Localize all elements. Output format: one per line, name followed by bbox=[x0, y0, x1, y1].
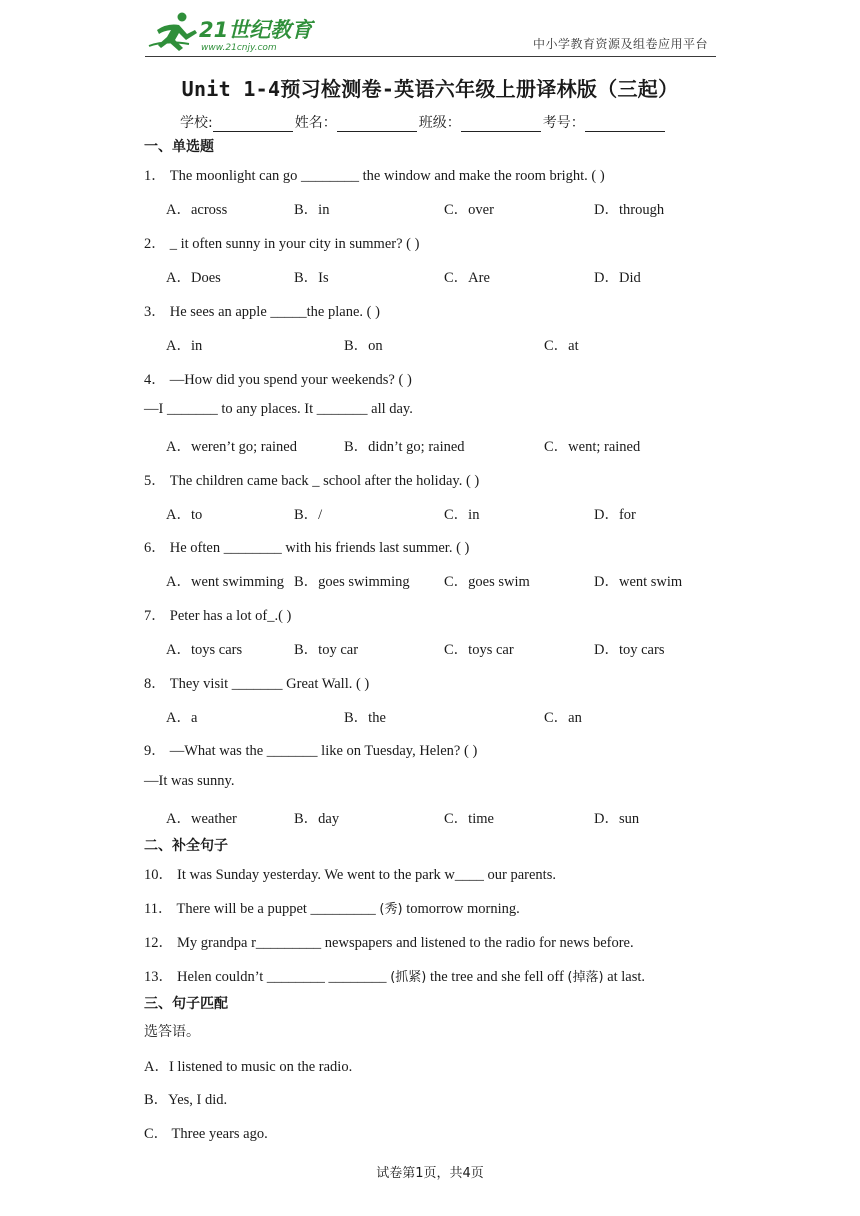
question-number: 5． bbox=[144, 473, 166, 489]
page-header bbox=[145, 8, 716, 57]
option-c: C．Are bbox=[444, 270, 490, 286]
option-b: B．/ bbox=[294, 507, 323, 523]
section-heading-3: 三、句子匹配 bbox=[144, 996, 228, 1012]
name-blank[interactable] bbox=[337, 117, 417, 132]
question-text-pre: There will be a puppet _________ bbox=[176, 901, 380, 917]
school-label: 学校: bbox=[180, 115, 213, 131]
question-6 bbox=[144, 536, 469, 557]
option-c: C．at bbox=[544, 338, 579, 354]
chinese-hint: (秀) bbox=[379, 902, 403, 917]
option-a: A．went swimming bbox=[166, 574, 285, 590]
name-label: 姓名： bbox=[294, 115, 337, 131]
question-text: —What was the _______ like on Tuesday, Helen? ( ) bbox=[169, 743, 478, 759]
section-heading-1: 一、单选题 bbox=[144, 139, 214, 155]
question-text: He sees an apple _____the plane. ( ) bbox=[169, 304, 380, 320]
option-c: C．over bbox=[444, 202, 494, 218]
option-a: A．weren’t go; rained bbox=[166, 439, 297, 455]
question-number: 10． bbox=[144, 867, 173, 883]
question-number: 9． bbox=[144, 743, 166, 759]
question-text: _ it often sunny in your city in summer? ( ) bbox=[169, 236, 420, 252]
question-12 bbox=[144, 931, 634, 952]
section-heading-2: 二、补全句子 bbox=[144, 838, 228, 854]
option-b: B．didn’t go; rained bbox=[344, 439, 465, 455]
option-b: B．toy car bbox=[294, 642, 359, 658]
question-number: 11． bbox=[144, 901, 173, 917]
question-text: They visit _______ Great Wall. ( ) bbox=[169, 676, 370, 692]
option-d: D．toy cars bbox=[594, 642, 665, 658]
question-9-line-2: —It was sunny. bbox=[144, 773, 235, 789]
question-text: He often ________ with his friends last summer. ( ) bbox=[169, 540, 470, 556]
question-text: The children came back _ school after the holiday. ( ) bbox=[169, 473, 480, 489]
question-text: My grandpa r_________ newspapers and listened to the radio for news before. bbox=[177, 935, 634, 951]
question-1 bbox=[144, 164, 605, 185]
instruction-text: 选答语。 bbox=[144, 1024, 200, 1040]
question-2 bbox=[144, 232, 419, 253]
platform-name: 中小学教育资源及组卷应用平台 bbox=[532, 37, 708, 51]
question-text-post: tomorrow morning. bbox=[402, 901, 520, 917]
question-4 bbox=[144, 368, 412, 389]
option-a: A．in bbox=[166, 338, 203, 354]
question-number: 1． bbox=[144, 168, 166, 184]
option-c: C．toys car bbox=[444, 642, 514, 658]
exam-no-label: 考号： bbox=[542, 115, 585, 131]
class-blank[interactable] bbox=[461, 117, 541, 132]
question-number: 4． bbox=[144, 372, 166, 388]
question-10 bbox=[144, 863, 556, 884]
answer-choice-b: B．Yes, I did. bbox=[144, 1092, 228, 1108]
option-c: C．time bbox=[444, 811, 494, 827]
student-info-line bbox=[180, 112, 667, 132]
page-footer: 试卷第1页，共4页 bbox=[376, 1166, 484, 1181]
question-number: 7． bbox=[144, 608, 166, 624]
question-7 bbox=[144, 604, 291, 625]
option-c: C．went; rained bbox=[544, 439, 641, 455]
option-a: A．Does bbox=[166, 270, 221, 286]
answer-choice-a: A．I listened to music on the radio. bbox=[144, 1059, 353, 1075]
answer-choice-c: C． Three years ago. bbox=[144, 1126, 268, 1142]
option-d: D．through bbox=[594, 202, 665, 218]
class-label: 班级： bbox=[418, 115, 461, 131]
question-11 bbox=[144, 897, 520, 918]
question-number: 6． bbox=[144, 540, 166, 556]
question-9 bbox=[144, 739, 477, 760]
school-blank[interactable] bbox=[213, 117, 293, 132]
question-number: 2． bbox=[144, 236, 166, 252]
question-13 bbox=[144, 965, 645, 986]
question-4-line-2: —I _______ to any places. It _______ all day. bbox=[144, 401, 413, 417]
question-text-post: at last. bbox=[603, 969, 646, 985]
question-8 bbox=[144, 672, 369, 693]
option-b: B．the bbox=[344, 710, 386, 726]
exam-no-blank[interactable] bbox=[585, 117, 665, 132]
question-number: 8． bbox=[144, 676, 166, 692]
option-a: A．to bbox=[166, 507, 203, 523]
question-text: —How did you spend your weekends? ( ) bbox=[169, 372, 412, 388]
option-b: B．on bbox=[344, 338, 383, 354]
option-c: C．in bbox=[444, 507, 480, 523]
question-number: 12． bbox=[144, 935, 173, 951]
option-b: B．goes swimming bbox=[294, 574, 410, 590]
option-a: A．across bbox=[166, 202, 228, 218]
question-text: It was Sunday yesterday. We went to the park w____ our parents. bbox=[177, 867, 556, 883]
option-b: B．day bbox=[294, 811, 340, 827]
option-b: B．Is bbox=[294, 270, 329, 286]
option-a: A．a bbox=[166, 710, 198, 726]
logo-url-text: www.21cnjy.com bbox=[201, 43, 277, 53]
question-number: 3． bbox=[144, 304, 166, 320]
exam-title: Unit 1-4预习检测卷-英语六年级上册译林版（三起） bbox=[181, 77, 679, 101]
option-d: D．went swim bbox=[594, 574, 683, 590]
question-3 bbox=[144, 300, 380, 321]
logo-main-text: 21世纪教育 bbox=[199, 18, 313, 42]
chinese-hint: (掉落) bbox=[567, 970, 604, 985]
option-a: A．weather bbox=[166, 811, 237, 827]
question-text-mid: the tree and she fell off bbox=[426, 969, 568, 985]
chinese-hint: (抓紧) bbox=[390, 970, 427, 985]
question-text: The moonlight can go ________ the window and make the room bright. ( ) bbox=[169, 168, 605, 184]
option-a: A．toys cars bbox=[166, 642, 243, 658]
option-d: D．sun bbox=[594, 811, 640, 827]
option-c: C．goes swim bbox=[444, 574, 530, 590]
21cnjy-logo bbox=[145, 10, 315, 54]
option-b: B．in bbox=[294, 202, 330, 218]
question-number: 13． bbox=[144, 969, 173, 985]
option-d: D．for bbox=[594, 507, 636, 523]
option-d: D．Did bbox=[594, 270, 641, 286]
option-c: C．an bbox=[544, 710, 582, 726]
question-text: Peter has a lot of_.( ) bbox=[169, 608, 292, 624]
question-text-pre: Helen couldn’t ________ ________ bbox=[177, 969, 391, 985]
question-5 bbox=[144, 469, 479, 490]
